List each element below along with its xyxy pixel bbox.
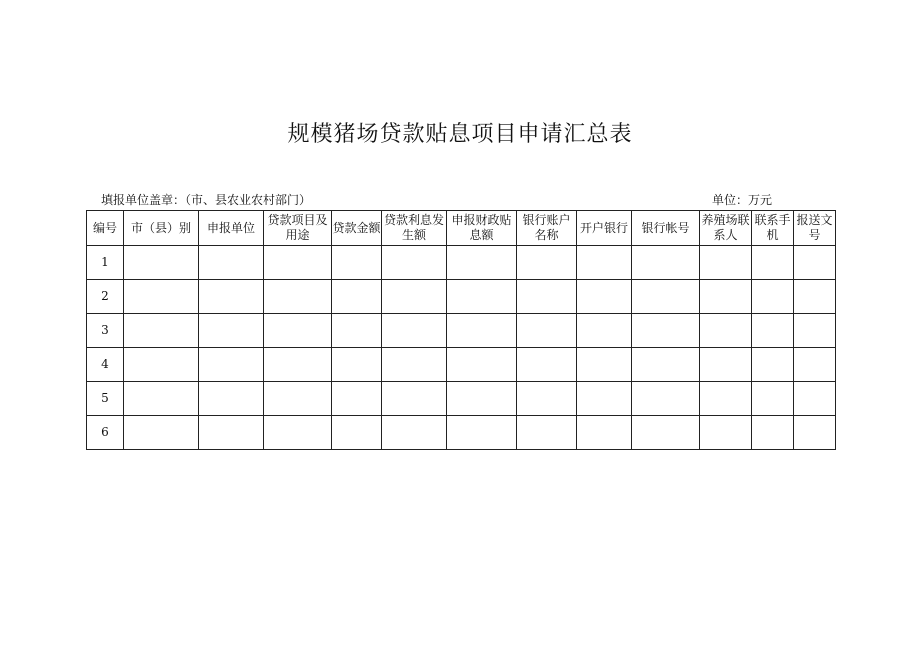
table-cell bbox=[382, 314, 447, 348]
header-row bbox=[87, 211, 836, 246]
table-cell bbox=[332, 382, 382, 416]
table-cell bbox=[632, 382, 700, 416]
row-id: 6 bbox=[87, 416, 124, 450]
table-cell bbox=[264, 246, 332, 280]
table-cell bbox=[447, 382, 517, 416]
table-cell bbox=[794, 246, 836, 280]
table-cell bbox=[517, 348, 577, 382]
table-cell bbox=[700, 246, 752, 280]
table-cell bbox=[517, 246, 577, 280]
table-cell bbox=[752, 348, 794, 382]
table-cell bbox=[264, 382, 332, 416]
row-id: 4 bbox=[87, 348, 124, 382]
header-subsidy-amount: 申报财政贴息额 bbox=[447, 211, 517, 246]
header-loan-purpose: 贷款项目及用途 bbox=[264, 211, 332, 246]
table-cell bbox=[632, 416, 700, 450]
table-cell bbox=[264, 280, 332, 314]
table-cell bbox=[700, 416, 752, 450]
table-row bbox=[87, 382, 836, 416]
header-city: 市（县）别 bbox=[124, 211, 199, 246]
table-cell bbox=[332, 314, 382, 348]
header-bank: 开户银行 bbox=[577, 211, 632, 246]
row-id: 2 bbox=[87, 280, 124, 314]
table-cell bbox=[382, 280, 447, 314]
table-cell bbox=[199, 382, 264, 416]
table-cell bbox=[517, 314, 577, 348]
table-cell bbox=[700, 348, 752, 382]
table-cell bbox=[517, 416, 577, 450]
table-cell bbox=[632, 348, 700, 382]
row-id: 1 bbox=[87, 246, 124, 280]
table-cell bbox=[447, 416, 517, 450]
table-cell bbox=[577, 382, 632, 416]
table-cell bbox=[794, 314, 836, 348]
table-cell bbox=[124, 382, 199, 416]
table-cell bbox=[199, 314, 264, 348]
table-cell bbox=[577, 314, 632, 348]
table-cell bbox=[632, 314, 700, 348]
table-cell bbox=[124, 416, 199, 450]
table-cell bbox=[332, 416, 382, 450]
table-cell bbox=[332, 280, 382, 314]
row-id: 3 bbox=[87, 314, 124, 348]
header-farm-contact: 养殖场联系人 bbox=[700, 211, 752, 246]
table-cell bbox=[577, 280, 632, 314]
header-contact-phone: 联系手机 bbox=[752, 211, 794, 246]
unit-label: 单位：万元 bbox=[712, 193, 773, 207]
table-cell bbox=[794, 416, 836, 450]
table-cell bbox=[700, 280, 752, 314]
table-row bbox=[87, 280, 836, 314]
table-cell bbox=[794, 348, 836, 382]
table-cell bbox=[517, 382, 577, 416]
summary-table bbox=[86, 210, 836, 450]
table-cell bbox=[382, 382, 447, 416]
row-id: 5 bbox=[87, 382, 124, 416]
table-row bbox=[87, 246, 836, 280]
header-document-number: 报送文号 bbox=[794, 211, 836, 246]
table-cell bbox=[447, 280, 517, 314]
header-account-number: 银行帐号 bbox=[632, 211, 700, 246]
header-loan-amount: 贷款金额 bbox=[332, 211, 382, 246]
table-cell bbox=[794, 280, 836, 314]
table-cell bbox=[752, 280, 794, 314]
header-loan-interest: 贷款利息发生额 bbox=[382, 211, 447, 246]
table-cell bbox=[382, 416, 447, 450]
table-cell bbox=[332, 348, 382, 382]
header-id: 编号 bbox=[87, 211, 124, 246]
table-row bbox=[87, 416, 836, 450]
table-cell bbox=[632, 246, 700, 280]
table-cell bbox=[382, 246, 447, 280]
page-title: 规模猪场贷款贴息项目申请汇总表 bbox=[287, 122, 633, 147]
table-cell bbox=[752, 382, 794, 416]
table-cell bbox=[124, 280, 199, 314]
table-cell bbox=[124, 348, 199, 382]
table-cell bbox=[517, 280, 577, 314]
header-applicant: 申报单位 bbox=[199, 211, 264, 246]
table-cell bbox=[752, 314, 794, 348]
table-cell bbox=[199, 348, 264, 382]
table-cell bbox=[264, 348, 332, 382]
header-account-name: 银行账户名称 bbox=[517, 211, 577, 246]
table-cell bbox=[752, 246, 794, 280]
fill-unit-label: 填报单位盖章：（市、县农业农村部门） bbox=[101, 193, 312, 207]
table-cell bbox=[794, 382, 836, 416]
table-cell bbox=[752, 416, 794, 450]
table-cell bbox=[700, 314, 752, 348]
table-cell bbox=[632, 280, 700, 314]
table-cell bbox=[199, 246, 264, 280]
table-row bbox=[87, 314, 836, 348]
table-cell bbox=[124, 314, 199, 348]
table-cell bbox=[447, 348, 517, 382]
table-cell bbox=[447, 246, 517, 280]
table-cell bbox=[332, 246, 382, 280]
table-cell bbox=[124, 246, 199, 280]
table-cell bbox=[447, 314, 517, 348]
table-cell bbox=[264, 314, 332, 348]
table-cell bbox=[577, 246, 632, 280]
table-cell bbox=[700, 382, 752, 416]
table-cell bbox=[199, 416, 264, 450]
table-cell bbox=[382, 348, 447, 382]
table-cell bbox=[264, 416, 332, 450]
table-cell bbox=[577, 416, 632, 450]
table-row bbox=[87, 348, 836, 382]
table-cell bbox=[577, 348, 632, 382]
table-cell bbox=[199, 280, 264, 314]
